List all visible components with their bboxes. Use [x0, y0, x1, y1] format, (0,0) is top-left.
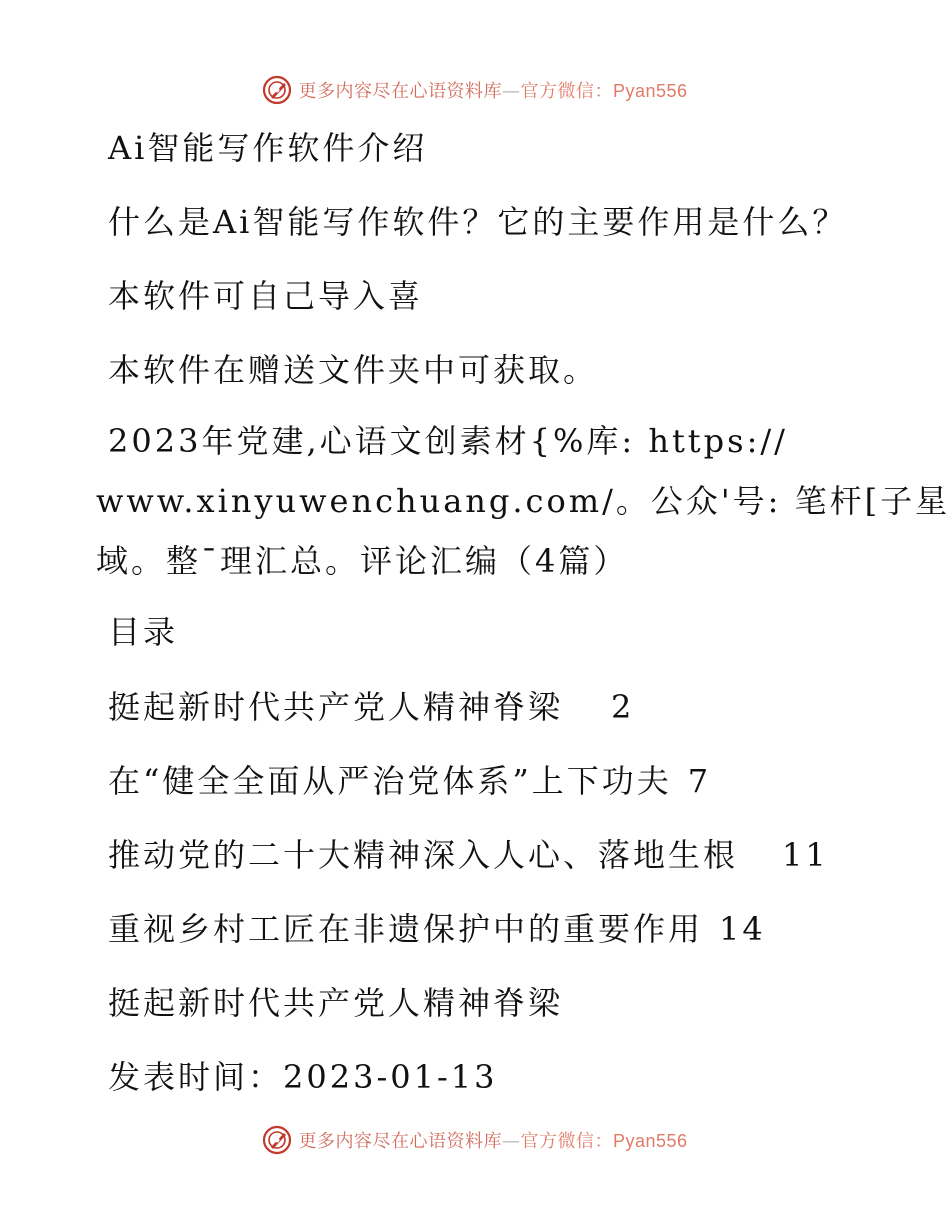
toc-entry	[108, 909, 766, 949]
paragraph-line: www.xinyuwenchuang.com/。公众'号: 笔杆[子星	[96, 482, 950, 520]
toc-entry-page: 11	[782, 836, 829, 874]
watermark-text	[298, 1127, 687, 1153]
paragraph-line: 域。整¯理汇总。评论汇编（4篇）	[96, 542, 629, 580]
publish-time: 发表时间：2023-01-13	[108, 1058, 498, 1096]
doc-source-paragraph	[96, 411, 950, 591]
paragraph-line: 2023年党建,心语文创素材{%库: https://	[108, 422, 788, 460]
watermark-separator: —	[501, 81, 521, 102]
toc-entry	[108, 687, 634, 727]
toc-entry	[108, 761, 711, 801]
header-watermark	[0, 70, 950, 110]
toc-entry-title: 推动党的二十大精神深入人心、落地生根	[108, 836, 739, 874]
watermark-separator: —	[501, 1131, 521, 1152]
watermark-site-name: 更多内容尽在心语资料库	[298, 1131, 502, 1152]
article-title: 挺起新时代共产党人精神脊梁	[108, 984, 564, 1022]
watermark-contact: 官方微信：Pyan556	[520, 1131, 688, 1151]
toc-entry-page: 14	[719, 910, 766, 948]
watermark-logo-icon	[262, 75, 292, 105]
watermark-logo-icon	[262, 1125, 292, 1155]
watermark-text	[298, 77, 687, 103]
footer-watermark	[0, 1120, 950, 1160]
watermark-contact: 官方微信：Pyan556	[520, 81, 688, 101]
toc-entry-page: 7	[687, 762, 712, 800]
toc-heading: 目录	[108, 613, 179, 651]
toc-entry	[108, 835, 829, 875]
doc-heading: Ai智能写作软件介绍	[108, 129, 428, 167]
watermark-site-name: 更多内容尽在心语资料库	[298, 81, 502, 102]
toc-entry-title: 重视乡村工匠在非遗保护中的重要作用	[108, 910, 704, 948]
doc-line-obtain: 本软件在赠送文件夹中可获取。	[108, 351, 599, 389]
toc-entry-title: 在“健全全面从严治党体系”上下功夫	[108, 762, 672, 800]
doc-question: 什么是Ai智能写作软件？它的主要作用是什么？	[108, 203, 848, 241]
toc-entry-title: 挺起新时代共产党人精神脊梁	[108, 688, 564, 726]
toc-entry-page: 2	[611, 688, 635, 726]
doc-line-import: 本软件可自己导入喜	[108, 277, 424, 315]
